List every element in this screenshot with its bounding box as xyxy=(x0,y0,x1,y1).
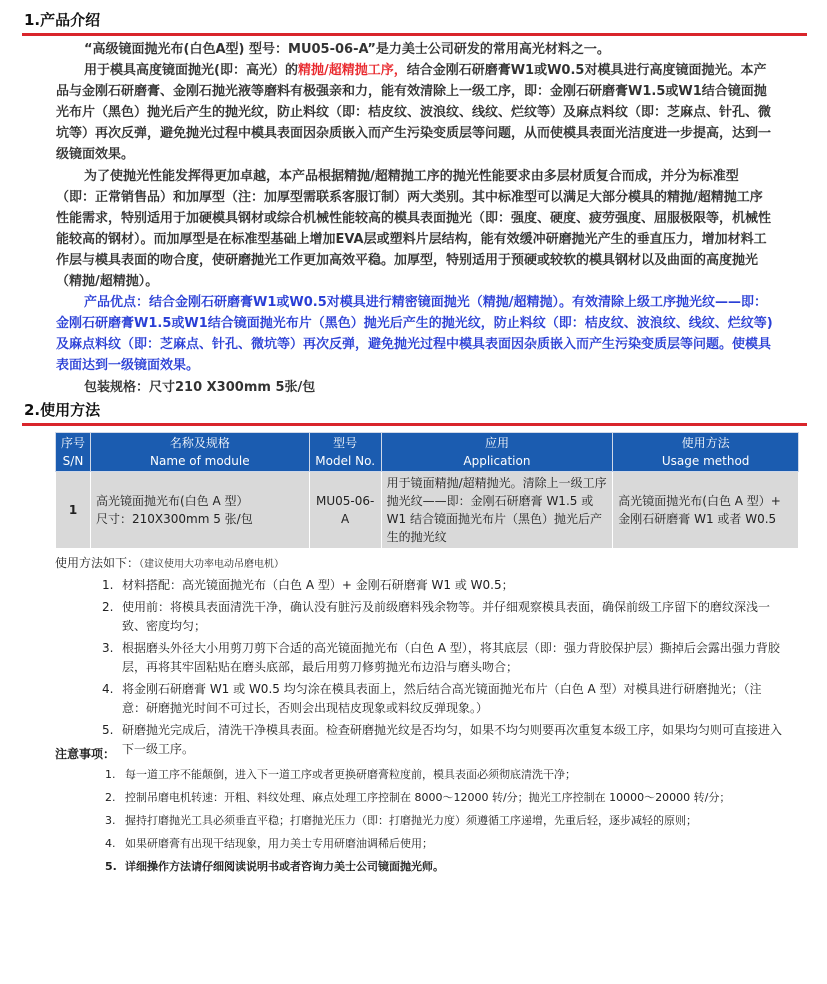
list-item: 5. 研磨抛光完成后，清洗干净模具表面。检查研磨抛光纹是否均匀，如果不均匀则要再次重复本级工序，如果均匀则可直接进入下一级工序。 xyxy=(102,722,783,756)
usage-steps-list xyxy=(102,576,785,760)
intro-paragraph-1: “高级镜面抛光布(白色A型) 型号：MU05-06-A”是力美士公司研发的常用高光材料之一。 xyxy=(84,42,610,57)
caution-notes xyxy=(55,745,785,883)
intro-paragraph-3: 为了使抛光性能发挥得更加卓越，本产品根据精抛/超精抛工序的抛光性能要求由多层材质复合而成，并分为标准型（即：正常销售品）和加厚型（注：加厚型需联系客服订制）两大类别。其中标准型可以满足大部分模具的精抛/超精抛工序性能需求，特别适用于加硬模具钢材或综合机械性能较高的模具表面抛光（即：强度、硬度、疲劳强度、屈服极限等，机械性能较高的钢材）。而加厚型是在标准型基础上增加EVA层或塑料片层结构，能有效缓冲研磨抛光产生的垂直压力，增加材料工作层与模具表面的吻合度，使研磨抛光工作更加高效平稳。加厚型，特别适用于预硬或较软的模具钢材以及曲面的高度抛光（精抛/超精抛）。 xyxy=(56,168,772,290)
list-item: 4. 将金刚石研磨膏 W1 或 W0.5 均匀涂在模具表面上，然后结合高光镜面抛光布片（白色 A 型）对模具进行研磨抛光；（注意：研磨抛光时间不可过长，否则会出现桔皮现象或料纹反弹现象。） xyxy=(102,681,762,715)
section-divider xyxy=(22,423,807,426)
list-item: 5. 详细操作方法请仔细阅读说明书或者咨询力美士公司镜面抛光师。 xyxy=(105,860,444,873)
section-title: 2.使用方法 xyxy=(24,401,101,419)
list-item: 2. 控制吊磨电机转速：开粗、料纹处理、麻点处理工序控制在 8000～12000 转/分；抛光工序控制在 10000～20000 转/分； xyxy=(105,791,731,804)
list-item: 2. 使用前：将模具表面清洗干净，确认没有脏污及前级磨料残余物等。并仔细观察模具表面，确保前级工序留下的磨纹深浅一致、密度均匀； xyxy=(102,599,771,633)
cell-model: MU05-06-A xyxy=(309,472,381,549)
list-item: 3. 根据磨头外径大小用剪刀剪下合适的高光镜面抛光布（白色 A 型），将其底层（即：强力背胶保护层）撕掉后会露出强力背胶层，再将其牢固粘贴在磨头底部，最后用剪刀修剪抛光布边沿与磨头吻合； xyxy=(102,640,780,674)
product-intro-body xyxy=(56,39,774,398)
usage-instructions xyxy=(55,555,785,762)
list-item: 3. 握持打磨抛光工具必须垂直平稳；打磨抛光压力（即：打磨抛光力度）须遵循工序递增，先重后轻，逐步减轻的原则； xyxy=(105,814,697,827)
table-header-row xyxy=(56,433,799,472)
header-sn: 序号 S/N xyxy=(56,433,91,472)
usage-lead-note: （建议使用大功率电动吊磨电机） xyxy=(139,559,285,570)
product-usage-table xyxy=(55,432,799,549)
intro-paragraph-2 xyxy=(56,60,774,165)
section-divider xyxy=(22,33,807,36)
packaging-spec: 包装规格：尺寸210 X300mm 5张/包 xyxy=(84,379,316,395)
header-application: 应用 Application xyxy=(381,433,613,472)
cell-usage: 高光镜面抛光布(白色 A 型）+ 金刚石研磨膏 W1 或者 W0.5 xyxy=(613,472,799,549)
caution-list xyxy=(105,768,785,874)
section-header-usage xyxy=(22,400,807,426)
header-model: 型号 Model No. xyxy=(309,433,381,472)
cell-name: 高光镜面抛光布(白色 A 型） 尺寸：210X300mm 5 张/包 xyxy=(90,472,309,549)
list-item: 4. 如果研磨膏有出现干结现象，用力美士专用研磨油调稀后使用； xyxy=(105,837,433,850)
product-advantages-paragraph: 产品优点：结合金刚石研磨膏W1或W0.5对模具进行精密镜面抛光（精抛/超精抛）。有效清除上级工序抛光纹——即：金刚石研磨膏W1.5或W1结合镜面抛光布片（黑色）抛光后产生的抛光纹，防止料纹（即：桔皮纹、波浪纹、线纹、烂纹等)及麻点料纹（即：芝麻点、针孔、微坑等）再次反弹，避免抛光过程中模具表面因杂质嵌入而产生污染变质层等问题。使模具表面达到一级镜面效果。 xyxy=(56,295,773,374)
section-title: 1.产品介绍 xyxy=(24,11,101,29)
list-item: 1. 材料搭配：高光镜面抛光布（白色 A 型）+ 金刚石研磨膏 W1 或 W0.5； xyxy=(102,578,514,592)
highlight-process-text: 精抛/超精抛工序， xyxy=(297,63,407,79)
header-name: 名称及规格 Name of module xyxy=(90,433,309,472)
cell-sn: 1 xyxy=(56,472,91,549)
intro-p2-rest: 结合金刚石研磨膏W1或W0.5对模具进行高度镜面抛光。本产品与金刚石研磨膏、金刚石抛光液等磨料有极强亲和力，能有效清除上一级工序，即：金刚石研磨膏W1.5或W1结合镜面抛光布片（黑色）抛光后产生的抛光纹，防止料纹（即：桔皮纹、波浪纹、线纹、烂纹等）及麻点料纹（即：芝麻点、针孔、微坑等）再次反弹，避免抛光过程中模具表面因杂质嵌入而产生污染变质层等问题，从而使模具表面光洁度进一步提高，达到一级镜面效果。 xyxy=(56,63,772,163)
usage-lead: 使用方法如下：（建议使用大功率电动吊磨电机） xyxy=(55,556,285,570)
caution-heading: 注意事项： xyxy=(55,747,116,761)
table-row xyxy=(56,472,799,549)
list-item: 1. 每一道工序不能颠倒，进入下一道工序或者更换研磨膏粒度前，模具表面必须彻底清洗干净； xyxy=(105,768,576,781)
section-header-product-intro xyxy=(22,10,807,36)
header-usage: 使用方法 Usage method xyxy=(613,433,799,472)
intro-p2-start: 用于模具高度镜面抛光(即：高光）的 xyxy=(84,63,298,79)
cell-application: 用于镜面精抛/超精抛光。清除上一级工序抛光纹——即：金刚石研磨膏 W1.5 或 W1 结合镜面抛光布片（黑色）抛光后产生的抛光纹 xyxy=(381,472,613,549)
